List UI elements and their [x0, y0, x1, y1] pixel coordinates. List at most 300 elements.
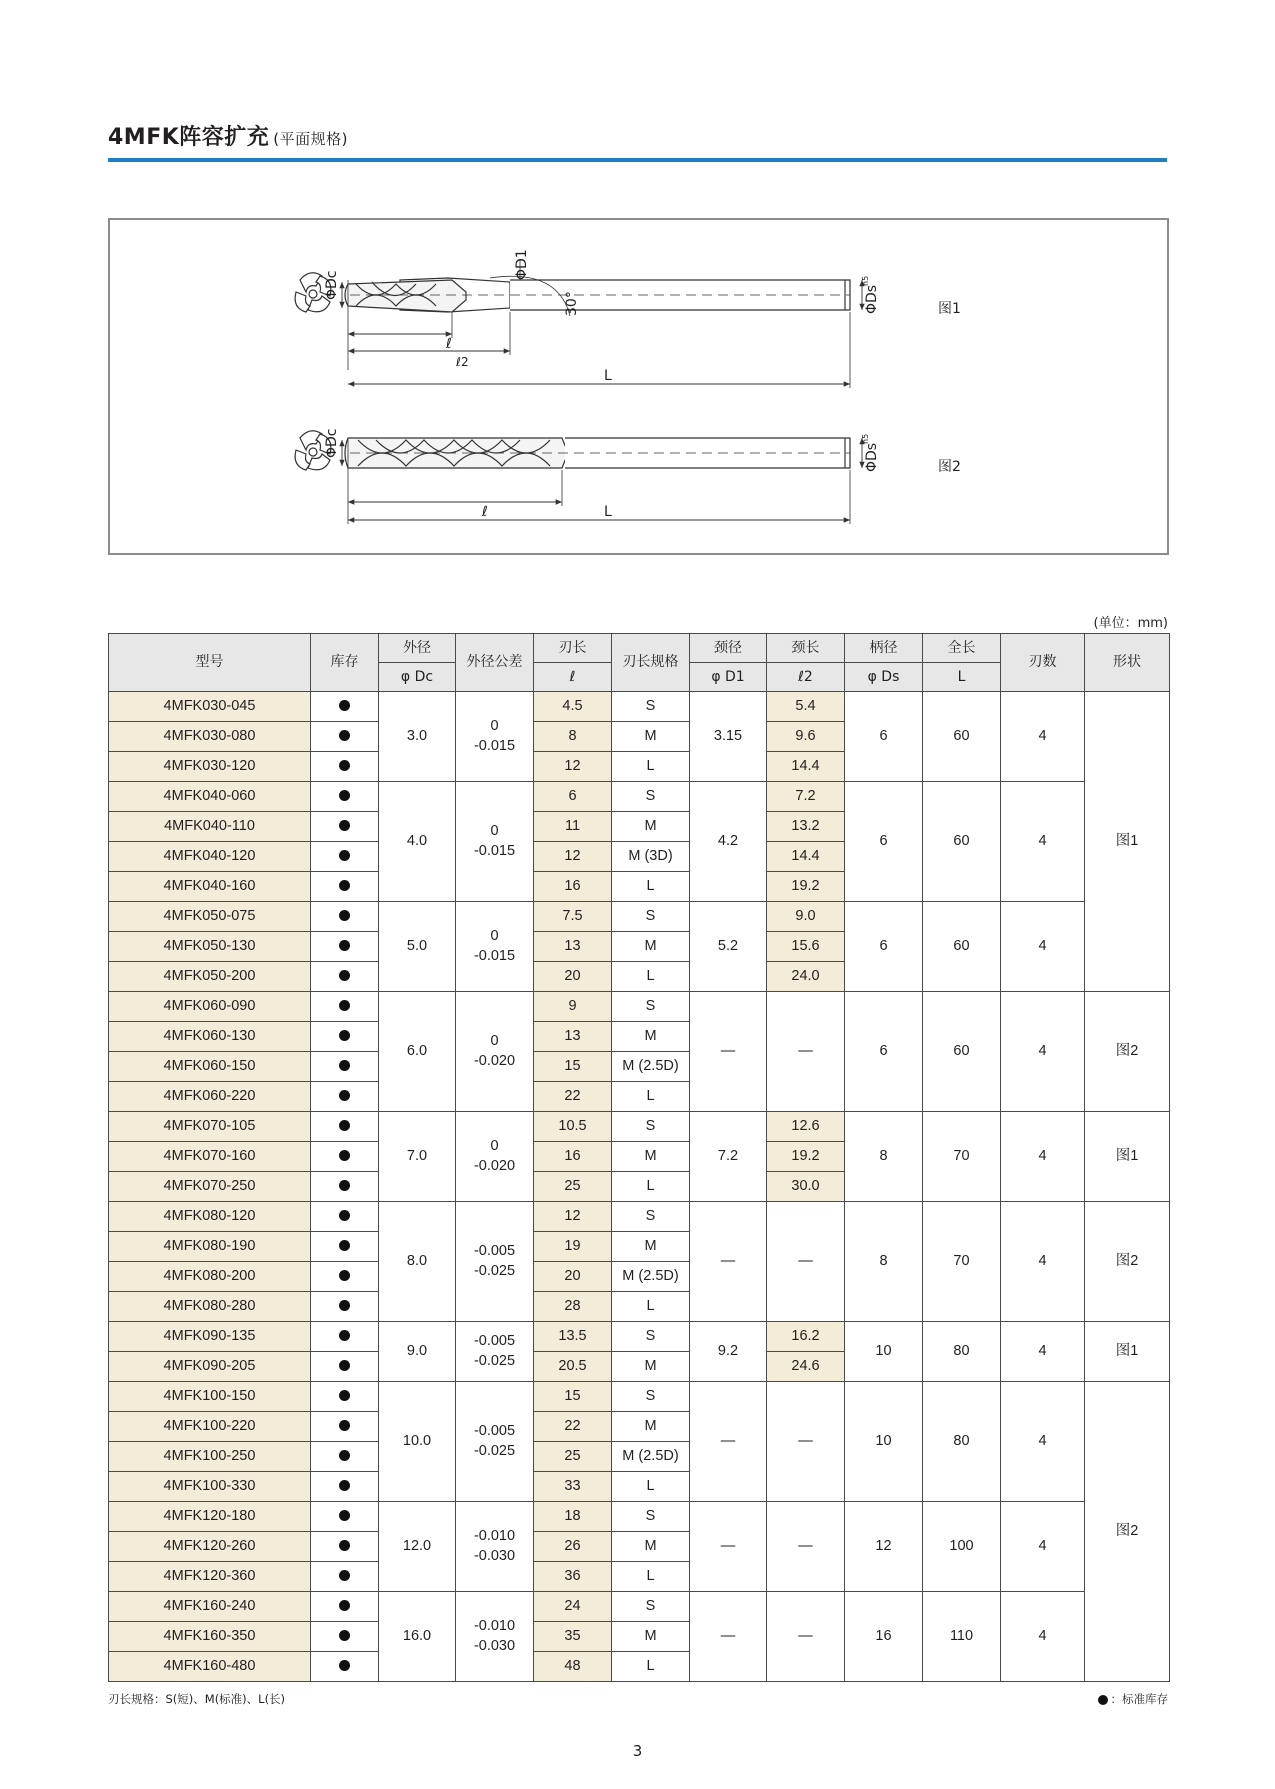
- stock-dot-icon: [339, 970, 350, 981]
- tol-cell: 0 -0.015: [456, 692, 534, 782]
- label-L-2: L: [604, 504, 612, 520]
- stock-cell: [311, 842, 379, 872]
- stock-dot-icon: [339, 1060, 350, 1071]
- model-cell: 4MFK060-090: [109, 992, 311, 1022]
- l2-cell: 19.2: [767, 1142, 845, 1172]
- l-cell: 10.5: [534, 1112, 612, 1142]
- spec-cell: M: [612, 1022, 690, 1052]
- label-ds-1: ΦDs: [864, 284, 880, 314]
- l-cell: 8: [534, 722, 612, 752]
- l2-cell: —: [767, 992, 845, 1112]
- overall-length-cell: 100: [923, 1502, 1001, 1592]
- spec-cell: S: [612, 1502, 690, 1532]
- stock-dot-icon: [339, 1570, 350, 1581]
- l-cell: 36: [534, 1562, 612, 1592]
- ds-cell: 16: [845, 1592, 923, 1682]
- l-cell: 18: [534, 1502, 612, 1532]
- stock-cell: [311, 1082, 379, 1112]
- l-cell: 25: [534, 1442, 612, 1472]
- stock-cell: [311, 692, 379, 722]
- stock-dot-icon: [339, 1330, 350, 1341]
- spec-cell: M: [612, 1232, 690, 1262]
- col-spec: 刃长规格: [612, 634, 690, 692]
- stock-cell: [311, 992, 379, 1022]
- stock-cell: [311, 932, 379, 962]
- flutes-cell: 4: [1001, 992, 1085, 1112]
- stock-cell: [311, 1412, 379, 1442]
- spec-cell: S: [612, 692, 690, 722]
- spec-cell: L: [612, 872, 690, 902]
- model-cell: 4MFK080-200: [109, 1262, 311, 1292]
- l-cell: 35: [534, 1622, 612, 1652]
- l-cell: 20: [534, 1262, 612, 1292]
- spec-cell: M: [612, 932, 690, 962]
- page-subtitle: (平面规格): [273, 130, 348, 148]
- l-cell: 7.5: [534, 902, 612, 932]
- model-cell: 4MFK160-350: [109, 1622, 311, 1652]
- dc-cell: 3.0: [379, 692, 456, 782]
- model-cell: 4MFK090-205: [109, 1352, 311, 1382]
- label-L-1: L: [604, 368, 612, 384]
- model-cell: 4MFK160-240: [109, 1592, 311, 1622]
- model-cell: 4MFK100-220: [109, 1412, 311, 1442]
- stock-dot-icon: [339, 1240, 350, 1251]
- l2-cell: 14.4: [767, 842, 845, 872]
- l2-cell: —: [767, 1202, 845, 1322]
- l-cell: 9: [534, 992, 612, 1022]
- tol-cell: -0.005 -0.025: [456, 1322, 534, 1382]
- stock-cell: [311, 1502, 379, 1532]
- label-ds-tol-1: h5: [861, 275, 870, 286]
- ds-cell: 6: [845, 902, 923, 992]
- d1-cell: —: [690, 1502, 767, 1592]
- stock-cell: [311, 1652, 379, 1682]
- col-L-sym: L: [923, 663, 1001, 692]
- col-ds-sym: φ Ds: [845, 663, 923, 692]
- d1-cell: 4.2: [690, 782, 767, 902]
- spec-cell: M: [612, 1622, 690, 1652]
- overall-length-cell: 80: [923, 1322, 1001, 1382]
- col-L: 全长: [923, 634, 1001, 663]
- spec-cell: S: [612, 1592, 690, 1622]
- stock-dot-icon: [339, 1210, 350, 1221]
- stock-cell: [311, 752, 379, 782]
- table-row: [109, 1382, 1170, 1412]
- figure-1-labels: [324, 249, 961, 384]
- l2-cell: —: [767, 1502, 845, 1592]
- col-dc: 外径: [379, 634, 456, 663]
- tol-cell: -0.005 -0.025: [456, 1382, 534, 1502]
- stock-dot-icon: [339, 1030, 350, 1041]
- l-cell: 26: [534, 1532, 612, 1562]
- col-d1-sym: φ D1: [690, 663, 767, 692]
- spec-cell: S: [612, 782, 690, 812]
- stock-cell: [311, 1382, 379, 1412]
- dc-cell: 5.0: [379, 902, 456, 992]
- col-l-sym: ℓ: [534, 663, 612, 692]
- stock-legend-text: ：标准库存: [1110, 1692, 1168, 1706]
- d1-cell: 7.2: [690, 1112, 767, 1202]
- overall-length-cell: 110: [923, 1592, 1001, 1682]
- l2-cell: 9.0: [767, 902, 845, 932]
- l2-cell: 5.4: [767, 692, 845, 722]
- stock-cell: [311, 1442, 379, 1472]
- table-row: [109, 782, 1170, 812]
- flutes-cell: 4: [1001, 1112, 1085, 1202]
- l-cell: 48: [534, 1652, 612, 1682]
- overall-length-cell: 60: [923, 992, 1001, 1112]
- stock-legend: [1098, 1691, 1169, 1707]
- l-cell: 12: [534, 1202, 612, 1232]
- model-cell: 4MFK100-250: [109, 1442, 311, 1472]
- spec-table: [108, 633, 1170, 1682]
- model-cell: 4MFK050-130: [109, 932, 311, 962]
- flutes-cell: 4: [1001, 692, 1085, 782]
- ds-cell: 6: [845, 992, 923, 1112]
- col-model: 型号: [109, 634, 311, 692]
- l-cell: 22: [534, 1412, 612, 1442]
- l-cell: 28: [534, 1292, 612, 1322]
- col-l: 刃长: [534, 634, 612, 663]
- spec-cell: M: [612, 722, 690, 752]
- ds-cell: 6: [845, 692, 923, 782]
- tol-cell: 0 -0.020: [456, 1112, 534, 1202]
- stock-cell: [311, 1232, 379, 1262]
- l-cell: 12: [534, 842, 612, 872]
- l2-cell: 12.6: [767, 1112, 845, 1142]
- table-row: [109, 902, 1170, 932]
- l2-cell: 24.0: [767, 962, 845, 992]
- spec-cell: L: [612, 1082, 690, 1112]
- shape-cell: 图1: [1085, 692, 1170, 992]
- l2-cell: 24.6: [767, 1352, 845, 1382]
- spec-cell: S: [612, 992, 690, 1022]
- l2-cell: 16.2: [767, 1322, 845, 1352]
- stock-dot-icon: [339, 850, 350, 861]
- stock-cell: [311, 1262, 379, 1292]
- model-cell: 4MFK030-080: [109, 722, 311, 752]
- table-row: [109, 692, 1170, 722]
- tol-cell: 0 -0.015: [456, 902, 534, 992]
- model-cell: 4MFK050-200: [109, 962, 311, 992]
- d1-cell: —: [690, 1592, 767, 1682]
- stock-cell: [311, 1202, 379, 1232]
- stock-cell: [311, 962, 379, 992]
- l-cell: 16: [534, 872, 612, 902]
- l-cell: 13.5: [534, 1322, 612, 1352]
- spec-cell: L: [612, 1562, 690, 1592]
- stock-cell: [311, 1352, 379, 1382]
- model-cell: 4MFK070-160: [109, 1142, 311, 1172]
- spec-cell: L: [612, 1472, 690, 1502]
- tol-cell: 0 -0.015: [456, 782, 534, 902]
- label-ds-tol-2: h5: [861, 433, 870, 444]
- l-cell: 24: [534, 1592, 612, 1622]
- stock-cell: [311, 1052, 379, 1082]
- spec-cell: L: [612, 1292, 690, 1322]
- stock-dot-icon: [339, 1270, 350, 1281]
- stock-cell: [311, 1292, 379, 1322]
- model-cell: 4MFK030-045: [109, 692, 311, 722]
- l-cell: 15: [534, 1382, 612, 1412]
- stock-dot-icon: [339, 700, 350, 711]
- table-body: [109, 692, 1170, 1682]
- model-cell: 4MFK090-135: [109, 1322, 311, 1352]
- tol-cell: -0.010 -0.030: [456, 1502, 534, 1592]
- spec-cell: M: [612, 1142, 690, 1172]
- model-cell: 4MFK120-260: [109, 1532, 311, 1562]
- label-l-1: ℓ: [446, 336, 452, 352]
- spec-cell: M (2.5D): [612, 1052, 690, 1082]
- flutes-cell: 4: [1001, 782, 1085, 902]
- stock-cell: [311, 1532, 379, 1562]
- stock-dot-icon: [339, 1180, 350, 1191]
- l-cell: 11: [534, 812, 612, 842]
- dc-cell: 4.0: [379, 782, 456, 902]
- model-cell: 4MFK080-190: [109, 1232, 311, 1262]
- l-cell: 12: [534, 752, 612, 782]
- model-cell: 4MFK120-360: [109, 1562, 311, 1592]
- l2-cell: 9.6: [767, 722, 845, 752]
- spec-cell: M: [612, 812, 690, 842]
- label-d1: ΦD1: [514, 249, 530, 280]
- model-cell: 4MFK100-150: [109, 1382, 311, 1412]
- shape-cell: 图2: [1085, 1382, 1170, 1682]
- l-cell: 13: [534, 932, 612, 962]
- flutes-cell: 4: [1001, 1202, 1085, 1322]
- spec-cell: S: [612, 1202, 690, 1232]
- dc-cell: 16.0: [379, 1592, 456, 1682]
- figure-2-label: 图2: [938, 459, 961, 475]
- stock-cell: [311, 1622, 379, 1652]
- stock-cell: [311, 1592, 379, 1622]
- l-cell: 22: [534, 1082, 612, 1112]
- spec-cell: S: [612, 1112, 690, 1142]
- model-cell: 4MFK050-075: [109, 902, 311, 932]
- l-cell: 16: [534, 1142, 612, 1172]
- stock-cell: [311, 782, 379, 812]
- stock-dot-icon: [339, 730, 350, 741]
- label-angle: 30°: [564, 291, 580, 316]
- col-shape: 形状: [1085, 634, 1170, 692]
- spec-cell: M: [612, 1352, 690, 1382]
- l2-cell: 15.6: [767, 932, 845, 962]
- l2-cell: —: [767, 1382, 845, 1502]
- stock-dot-icon: [339, 1420, 350, 1431]
- table-header: [109, 634, 1170, 692]
- model-cell: 4MFK060-130: [109, 1022, 311, 1052]
- stock-cell: [311, 1322, 379, 1352]
- page-number: 3: [632, 1742, 643, 1760]
- unit-note: (单位：mm): [1093, 616, 1168, 631]
- dc-cell: 10.0: [379, 1382, 456, 1502]
- tool-outline-2: [342, 438, 862, 524]
- ds-cell: 10: [845, 1322, 923, 1382]
- stock-dot-icon: [339, 1300, 350, 1311]
- stock-dot-icon: [339, 940, 350, 951]
- model-cell: 4MFK040-060: [109, 782, 311, 812]
- stock-dot-icon: [339, 820, 350, 831]
- stock-cell: [311, 1142, 379, 1172]
- title-rule: [108, 158, 1167, 162]
- col-stock: 库存: [311, 634, 379, 692]
- dc-cell: 6.0: [379, 992, 456, 1112]
- l-cell: 13: [534, 1022, 612, 1052]
- stock-cell: [311, 1172, 379, 1202]
- flutes-cell: 4: [1001, 1322, 1085, 1382]
- spec-cell: M: [612, 1412, 690, 1442]
- table-row: [109, 1502, 1170, 1532]
- model-cell: 4MFK080-280: [109, 1292, 311, 1322]
- d1-cell: 5.2: [690, 902, 767, 992]
- table-row: [109, 1322, 1170, 1352]
- overall-length-cell: 70: [923, 1202, 1001, 1322]
- l2-cell: —: [767, 1592, 845, 1682]
- stock-dot-icon: [339, 1600, 350, 1611]
- label-dc-1: ΦDc: [324, 270, 340, 300]
- spec-cell: S: [612, 1382, 690, 1412]
- ds-cell: 10: [845, 1382, 923, 1502]
- dc-cell: 7.0: [379, 1112, 456, 1202]
- stock-cell: [311, 1022, 379, 1052]
- flutes-cell: 4: [1001, 1592, 1085, 1682]
- model-cell: 4MFK120-180: [109, 1502, 311, 1532]
- l-cell: 20: [534, 962, 612, 992]
- spec-cell: L: [612, 1172, 690, 1202]
- stock-dot-icon: [339, 1450, 350, 1461]
- spec-cell: M: [612, 1532, 690, 1562]
- label-dc-2: ΦDc: [324, 428, 340, 458]
- l-cell: 33: [534, 1472, 612, 1502]
- spec-cell: M (3D): [612, 842, 690, 872]
- flutes-cell: 4: [1001, 902, 1085, 992]
- stock-cell: [311, 812, 379, 842]
- title-text: 4MFK阵容扩充: [108, 125, 270, 150]
- spec-cell: M (2.5D): [612, 1262, 690, 1292]
- dc-cell: 12.0: [379, 1502, 456, 1592]
- col-tol: 外径公差: [456, 634, 534, 692]
- col-d1: 颈径: [690, 634, 767, 663]
- shape-cell: 图2: [1085, 992, 1170, 1112]
- col-l2: 颈长: [767, 634, 845, 663]
- label-l2: ℓ2: [456, 355, 469, 369]
- overall-length-cell: 70: [923, 1112, 1001, 1202]
- stock-cell: [311, 1112, 379, 1142]
- stock-dot-icon: [339, 1480, 350, 1491]
- spec-cell: S: [612, 1322, 690, 1352]
- tol-cell: -0.010 -0.030: [456, 1592, 534, 1682]
- l-cell: 19: [534, 1232, 612, 1262]
- ds-cell: 8: [845, 1112, 923, 1202]
- model-cell: 4MFK060-220: [109, 1082, 311, 1112]
- d1-cell: —: [690, 1202, 767, 1322]
- spec-cell: S: [612, 902, 690, 932]
- tool-outline-1: [342, 260, 862, 388]
- model-cell: 4MFK060-150: [109, 1052, 311, 1082]
- stock-dot-icon: [339, 1660, 350, 1671]
- spec-cell: L: [612, 1652, 690, 1682]
- tol-cell: 0 -0.020: [456, 992, 534, 1112]
- stock-dot-icon: [339, 1120, 350, 1131]
- model-cell: 4MFK040-160: [109, 872, 311, 902]
- table-row: [109, 1592, 1170, 1622]
- model-cell: 4MFK100-330: [109, 1472, 311, 1502]
- l2-cell: 13.2: [767, 812, 845, 842]
- overall-length-cell: 80: [923, 1382, 1001, 1502]
- stock-dot-icon: [1098, 1695, 1108, 1705]
- stock-dot-icon: [339, 1000, 350, 1011]
- label-l-2: ℓ: [482, 504, 488, 520]
- stock-cell: [311, 872, 379, 902]
- col-dc-sym: φ Dc: [379, 663, 456, 692]
- overall-length-cell: 60: [923, 902, 1001, 992]
- shape-cell: 图1: [1085, 1112, 1170, 1202]
- stock-dot-icon: [339, 910, 350, 921]
- ds-cell: 8: [845, 1202, 923, 1322]
- l2-cell: 30.0: [767, 1172, 845, 1202]
- dc-cell: 9.0: [379, 1322, 456, 1382]
- d1-cell: 9.2: [690, 1322, 767, 1382]
- model-cell: 4MFK070-250: [109, 1172, 311, 1202]
- model-cell: 4MFK070-105: [109, 1112, 311, 1142]
- col-ds: 柄径: [845, 634, 923, 663]
- flutes-cell: 4: [1001, 1382, 1085, 1502]
- d1-cell: —: [690, 1382, 767, 1502]
- ds-cell: 6: [845, 782, 923, 902]
- stock-cell: [311, 1472, 379, 1502]
- tool-drawing: [110, 220, 1167, 553]
- stock-dot-icon: [339, 760, 350, 771]
- model-cell: 4MFK040-120: [109, 842, 311, 872]
- tol-cell: -0.005 -0.025: [456, 1202, 534, 1322]
- stock-dot-icon: [339, 790, 350, 801]
- d1-cell: 3.15: [690, 692, 767, 782]
- stock-cell: [311, 1562, 379, 1592]
- page-title: [108, 120, 348, 151]
- l-cell: 20.5: [534, 1352, 612, 1382]
- stock-dot-icon: [339, 880, 350, 891]
- stock-cell: [311, 902, 379, 932]
- stock-dot-icon: [339, 1150, 350, 1161]
- l-cell: 6: [534, 782, 612, 812]
- flutes-cell: 4: [1001, 1502, 1085, 1592]
- model-cell: 4MFK030-120: [109, 752, 311, 782]
- model-cell: 4MFK040-110: [109, 812, 311, 842]
- stock-dot-icon: [339, 1510, 350, 1521]
- spec-cell: L: [612, 752, 690, 782]
- dc-cell: 8.0: [379, 1202, 456, 1322]
- table-row: [109, 992, 1170, 1022]
- shape-cell: 图1: [1085, 1322, 1170, 1382]
- overall-length-cell: 60: [923, 782, 1001, 902]
- stock-dot-icon: [339, 1390, 350, 1401]
- ds-cell: 12: [845, 1502, 923, 1592]
- l-cell: 4.5: [534, 692, 612, 722]
- model-cell: 4MFK080-120: [109, 1202, 311, 1232]
- overall-length-cell: 60: [923, 692, 1001, 782]
- figure-1-label: 图1: [938, 301, 961, 317]
- table-row: [109, 1202, 1170, 1232]
- label-ds-2: ΦDs: [864, 442, 880, 472]
- stock-dot-icon: [339, 1090, 350, 1101]
- col-l2-sym: ℓ2: [767, 663, 845, 692]
- stock-dot-icon: [339, 1360, 350, 1371]
- l2-cell: 14.4: [767, 752, 845, 782]
- spec-cell: L: [612, 962, 690, 992]
- stock-dot-icon: [339, 1540, 350, 1551]
- spec-cell: M (2.5D): [612, 1442, 690, 1472]
- table-row: [109, 1112, 1170, 1142]
